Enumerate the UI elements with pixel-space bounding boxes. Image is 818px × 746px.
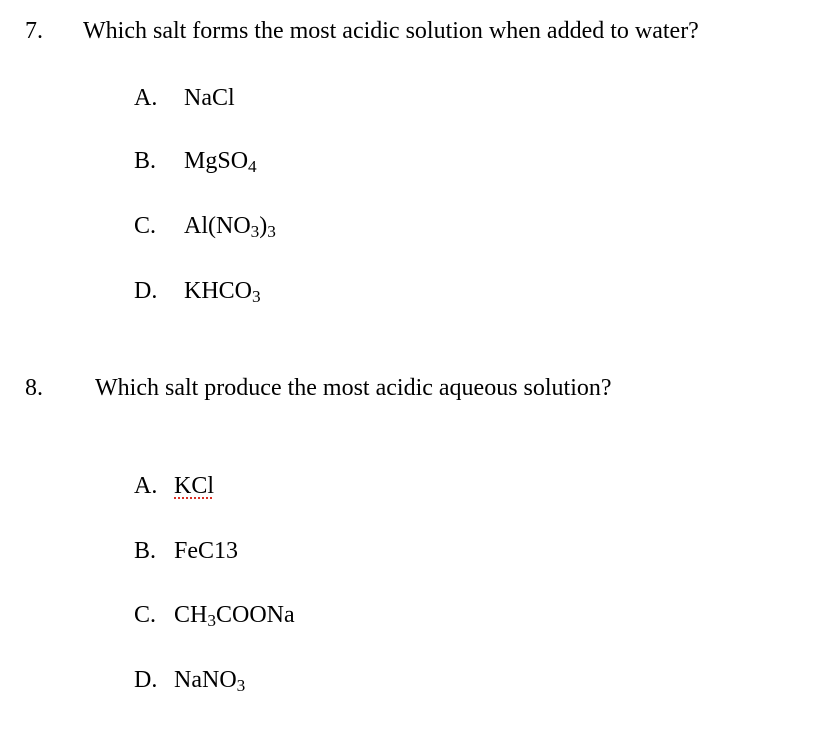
option-letter: D.	[134, 278, 158, 304]
option-letter: A.	[134, 85, 158, 111]
option-letter: D.	[134, 667, 158, 693]
option-text: KCl	[174, 473, 215, 499]
question-text: Which salt forms the most acidic solution when added to water?	[83, 18, 699, 44]
option-text: FeC13	[174, 538, 239, 564]
option-text: NaNO$_3$	[174, 667, 246, 695]
option-text: NaCl	[184, 85, 235, 111]
option-letter: B.	[134, 148, 157, 174]
option-text: $CH_3COONa$	[174, 602, 295, 630]
option-letter: C.	[134, 602, 157, 628]
option-text: $Al(NO_3)_3$	[184, 213, 276, 241]
question-number: 7.	[25, 18, 43, 44]
option-letter: B.	[134, 538, 157, 564]
option-text: $KHCO_3$	[184, 278, 261, 306]
option-text: MgSO$_4$	[184, 148, 257, 176]
question-text: Which salt produce the most acidic aqueous solution?	[95, 375, 612, 401]
option-letter: A.	[134, 473, 158, 499]
option-letter: C.	[134, 213, 157, 239]
question-number: 8.	[25, 375, 43, 401]
